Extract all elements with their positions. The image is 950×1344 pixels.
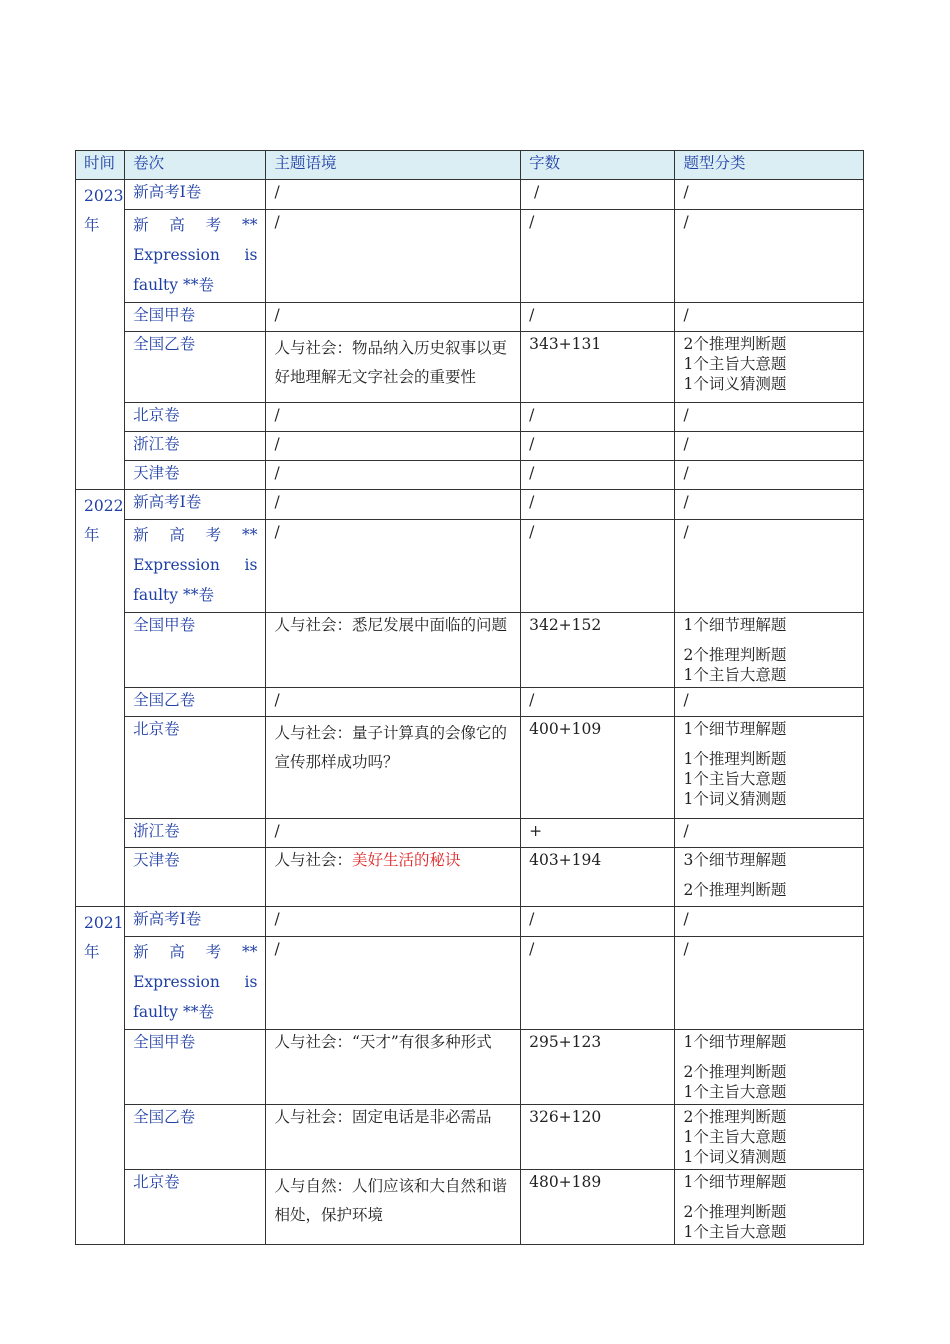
type-item: 2个推理判断题	[683, 1063, 787, 1081]
year-number: 2022	[84, 497, 124, 515]
type-item: 1个推理判断题	[683, 750, 787, 768]
paper-cell: 北京卷	[125, 403, 266, 432]
type-item: 1个词义猜测题	[683, 375, 787, 393]
table-row	[76, 613, 864, 688]
theme-cell: 人与社会：物品纳入历史叙事以更好地理解无文字社会的重要性	[266, 332, 521, 403]
types-cell: /	[675, 819, 864, 848]
theme-cell: /	[266, 210, 521, 303]
type-item: 1个细节理解题	[683, 1033, 787, 1051]
type-item: 1个主旨大意题	[683, 770, 787, 788]
types-cell: /	[675, 937, 864, 1030]
theme-cell: /	[266, 461, 521, 490]
type-item: 1个词义猜测题	[683, 790, 787, 808]
types-cell: /	[675, 210, 864, 303]
year-cell-2022	[76, 490, 125, 907]
paper-cell: 新高考I卷	[125, 907, 266, 937]
paper-line: 新 高 考 **	[133, 943, 258, 961]
table-row	[76, 520, 864, 613]
table-row	[76, 332, 864, 403]
words-cell: /	[521, 303, 675, 332]
header-paper: 卷次	[125, 151, 266, 180]
theme-cell: 人与自然：人们应该和大自然和谐相处，保护环境	[266, 1170, 521, 1245]
paper-cell: 浙江卷	[125, 819, 266, 848]
types-cell: /	[675, 303, 864, 332]
type-item: 1个主旨大意题	[683, 1128, 787, 1146]
paper-cell: 天津卷	[125, 848, 266, 907]
year-number: 2021	[84, 914, 124, 932]
table-row	[76, 1170, 864, 1245]
types-cell: /	[675, 461, 864, 490]
header-time: 时间	[76, 151, 125, 180]
paper-line: Expression is	[133, 556, 258, 574]
year-cell-2023	[76, 180, 125, 490]
types-cell	[675, 1170, 864, 1245]
table-row	[76, 688, 864, 717]
theme-cell: /	[266, 819, 521, 848]
theme-cell: /	[266, 180, 521, 210]
paper-cell	[125, 937, 266, 1030]
words-cell: 295+123	[521, 1030, 675, 1105]
types-cell	[675, 332, 864, 403]
types-cell: /	[675, 907, 864, 937]
table-row	[76, 1105, 864, 1170]
paper-cell: 天津卷	[125, 461, 266, 490]
type-item: 1个主旨大意题	[683, 1223, 787, 1241]
theme-cell: 人与社会：固定电话是非必需品	[266, 1105, 521, 1170]
words-cell: /	[521, 210, 675, 303]
paper-cell: 全国乙卷	[125, 1105, 266, 1170]
paper-cell: 全国乙卷	[125, 332, 266, 403]
theme-cell: 人与社会：量子计算真的会像它的宣传那样成功吗？	[266, 717, 521, 819]
table-row	[76, 1030, 864, 1105]
table-row	[76, 432, 864, 461]
paper-cell: 北京卷	[125, 717, 266, 819]
paper-line: faulty **卷	[133, 276, 214, 294]
header-theme: 主题语境	[266, 151, 521, 180]
table-row	[76, 303, 864, 332]
words-cell: /	[521, 403, 675, 432]
theme-cell: 人与社会：“天才”有很多种形式	[266, 1030, 521, 1105]
paper-cell: 全国甲卷	[125, 1030, 266, 1105]
type-item: 1个词义猜测题	[683, 1148, 787, 1166]
theme-cell: /	[266, 303, 521, 332]
table-row	[76, 403, 864, 432]
type-item: 2个推理判断题	[683, 646, 787, 664]
paper-line: 新 高 考 **	[133, 216, 258, 234]
year-number: 2023	[84, 187, 124, 205]
words-cell: 480+189	[521, 1170, 675, 1245]
type-item: 1个细节理解题	[683, 720, 787, 738]
words-cell: 342+152	[521, 613, 675, 688]
year-cell-2021	[76, 907, 125, 1245]
words-cell: 326+120	[521, 1105, 675, 1170]
paper-cell: 全国甲卷	[125, 613, 266, 688]
table-row	[76, 461, 864, 490]
words-cell: 343+131	[521, 332, 675, 403]
table-row	[76, 490, 864, 520]
types-cell: /	[675, 180, 864, 210]
table-row	[76, 907, 864, 937]
types-cell: /	[675, 688, 864, 717]
words-cell: +	[521, 819, 675, 848]
words-cell: /	[521, 461, 675, 490]
paper-cell	[125, 520, 266, 613]
words-cell: /	[521, 907, 675, 937]
types-cell	[675, 1105, 864, 1170]
paper-line: 新 高 考 **	[133, 526, 258, 544]
header-row	[76, 151, 864, 180]
type-item: 2个推理判断题	[683, 1203, 787, 1221]
words-cell: /	[521, 520, 675, 613]
year-suffix: 年	[84, 526, 100, 544]
table-row	[76, 717, 864, 819]
theme-cell: /	[266, 907, 521, 937]
table-row	[76, 819, 864, 848]
types-cell: /	[675, 403, 864, 432]
theme-cell: /	[266, 937, 521, 1030]
types-cell	[675, 717, 864, 819]
paper-cell: 全国乙卷	[125, 688, 266, 717]
types-cell: /	[675, 490, 864, 520]
paper-cell: 全国甲卷	[125, 303, 266, 332]
paper-line: Expression is	[133, 246, 258, 264]
paper-cell: 北京卷	[125, 1170, 266, 1245]
words-cell: /	[521, 937, 675, 1030]
exam-table	[75, 150, 864, 1245]
type-item: 1个主旨大意题	[683, 1083, 787, 1101]
type-item: 3个细节理解题	[683, 851, 787, 869]
theme-prefix: 人与社会：	[274, 851, 352, 869]
table-row	[76, 180, 864, 210]
year-suffix: 年	[84, 943, 100, 961]
types-cell	[675, 613, 864, 688]
table-row	[76, 210, 864, 303]
words-cell: /	[521, 432, 675, 461]
paper-cell: 浙江卷	[125, 432, 266, 461]
type-item: 1个主旨大意题	[683, 355, 787, 373]
types-cell: /	[675, 432, 864, 461]
theme-cell: /	[266, 432, 521, 461]
words-cell: 400+109	[521, 717, 675, 819]
words-cell: /	[521, 490, 675, 520]
theme-cell: /	[266, 520, 521, 613]
theme-highlight: 美好生活的秘诀	[351, 851, 461, 869]
paper-cell	[125, 210, 266, 303]
type-item: 2个推理判断题	[683, 881, 787, 899]
theme-cell: /	[266, 688, 521, 717]
paper-line: faulty **卷	[133, 1003, 214, 1021]
words-cell: 403+194	[521, 848, 675, 907]
type-item: 1个细节理解题	[683, 616, 787, 634]
type-item: 1个细节理解题	[683, 1173, 787, 1191]
words-cell: /	[521, 180, 675, 210]
table-row	[76, 937, 864, 1030]
paper-line: faulty **卷	[133, 586, 214, 604]
year-suffix: 年	[84, 216, 100, 234]
types-cell	[675, 848, 864, 907]
header-types: 题型分类	[675, 151, 864, 180]
paper-cell: 新高考I卷	[125, 490, 266, 520]
paper-cell: 新高考I卷	[125, 180, 266, 210]
type-item: 2个推理判断题	[683, 1108, 787, 1126]
theme-cell: 人与社会：悉尼发展中面临的问题	[266, 613, 521, 688]
types-cell: /	[675, 520, 864, 613]
words-cell: /	[521, 688, 675, 717]
theme-cell: /	[266, 403, 521, 432]
table-row	[76, 848, 864, 907]
theme-cell	[266, 848, 521, 907]
type-item: 2个推理判断题	[683, 335, 787, 353]
header-words: 字数	[521, 151, 675, 180]
types-cell	[675, 1030, 864, 1105]
theme-cell: /	[266, 490, 521, 520]
paper-line: Expression is	[133, 973, 258, 991]
type-item: 1个主旨大意题	[683, 666, 787, 684]
